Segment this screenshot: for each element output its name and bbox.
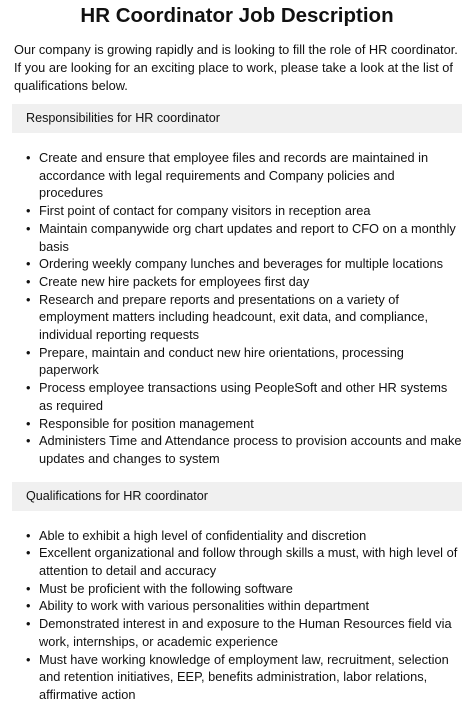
qualifications-heading: Qualifications for HR coordinator	[12, 482, 462, 511]
list-item	[26, 580, 462, 598]
bullet-icon: •	[26, 651, 31, 667]
list-item-text: Maintain companywide org chart updates and report to CFO on a monthly basis	[39, 220, 456, 254]
list-item-text: Prepare, maintain and conduct new hire orientations, processing paperwork	[39, 344, 404, 378]
list-item-text: Able to exhibit a high level of confidentiality and discretion	[39, 527, 367, 543]
bullet-icon: •	[26, 203, 31, 219]
bullet-icon: •	[26, 616, 31, 632]
intro-paragraph: Our company is growing rapidly and is looking to fill the role of HR coordinator. If you are looking for an exciting place to work, please take a look at the list of qualifications below.	[14, 42, 458, 93]
bullet-icon: •	[26, 273, 31, 289]
list-item	[26, 291, 462, 344]
bullet-icon: •	[26, 433, 31, 449]
list-item	[26, 344, 462, 379]
bullet-icon: •	[26, 150, 31, 165]
bullet-icon: •	[26, 344, 31, 360]
list-item-text: Ability to work with various personalities within department	[39, 598, 370, 614]
list-item-text: Create and ensure that employee files and records are maintained in accordance with legal requirements and Company policies and procedures	[39, 150, 429, 201]
list-item	[26, 273, 462, 291]
bullet-icon: •	[26, 256, 31, 272]
list-item	[26, 202, 462, 220]
bullet-icon: •	[26, 380, 31, 396]
list-item	[26, 597, 462, 615]
list-item-text: Administers Time and Attendance process to provision accounts and make updates and changes to system	[39, 433, 462, 466]
list-item	[26, 415, 462, 433]
list-item-text: First point of contact for company visitors in reception area	[39, 203, 371, 219]
list-item	[26, 432, 462, 467]
page-title: HR Coordinator Job Description	[80, 4, 394, 27]
bullet-icon: •	[26, 291, 31, 307]
responsibilities-heading: Responsibilities for HR coordinator	[12, 104, 462, 133]
list-item-text: Must be proficient with the following software	[39, 580, 293, 596]
list-item	[26, 379, 462, 414]
bullet-icon: •	[26, 415, 31, 431]
list-item	[26, 149, 462, 202]
bullet-icon: •	[26, 527, 31, 543]
list-item-text: Process employee transactions using PeopleSoft and other HR systems as required	[39, 380, 448, 413]
bullet-icon: •	[26, 598, 31, 614]
list-item-text: Demonstrated interest in and exposure to the Human Resources field via work, internships, or academic experience	[39, 616, 452, 649]
list-item-text: Must have working knowledge of employment law, recruitment, selection and retention initiatives, EEP, benefits administration, labor relations, affirmative action	[39, 651, 449, 702]
bullet-icon: •	[26, 545, 31, 561]
bullet-icon: •	[26, 220, 31, 236]
responsibilities-list	[12, 149, 462, 468]
list-item	[26, 255, 462, 273]
list-item-text: Responsible for position management	[39, 415, 254, 431]
list-item	[26, 615, 462, 650]
qualifications-list	[12, 527, 462, 704]
list-item-text: Create new hire packets for employees first day	[39, 273, 310, 289]
list-item	[26, 527, 462, 545]
list-item	[26, 544, 462, 579]
list-item-text: Research and prepare reports and presentations on a variety of employment matters including headcount, exit data, and compliance, individual reporting requests	[39, 291, 429, 343]
list-item-text: Ordering weekly company lunches and beverages for multiple locations	[39, 256, 444, 272]
list-item	[26, 651, 462, 704]
list-item-text: Excellent organizational and follow through skills a must, with high level of attention to detail and accuracy	[39, 545, 458, 579]
list-item	[26, 220, 462, 255]
bullet-icon: •	[26, 580, 31, 596]
